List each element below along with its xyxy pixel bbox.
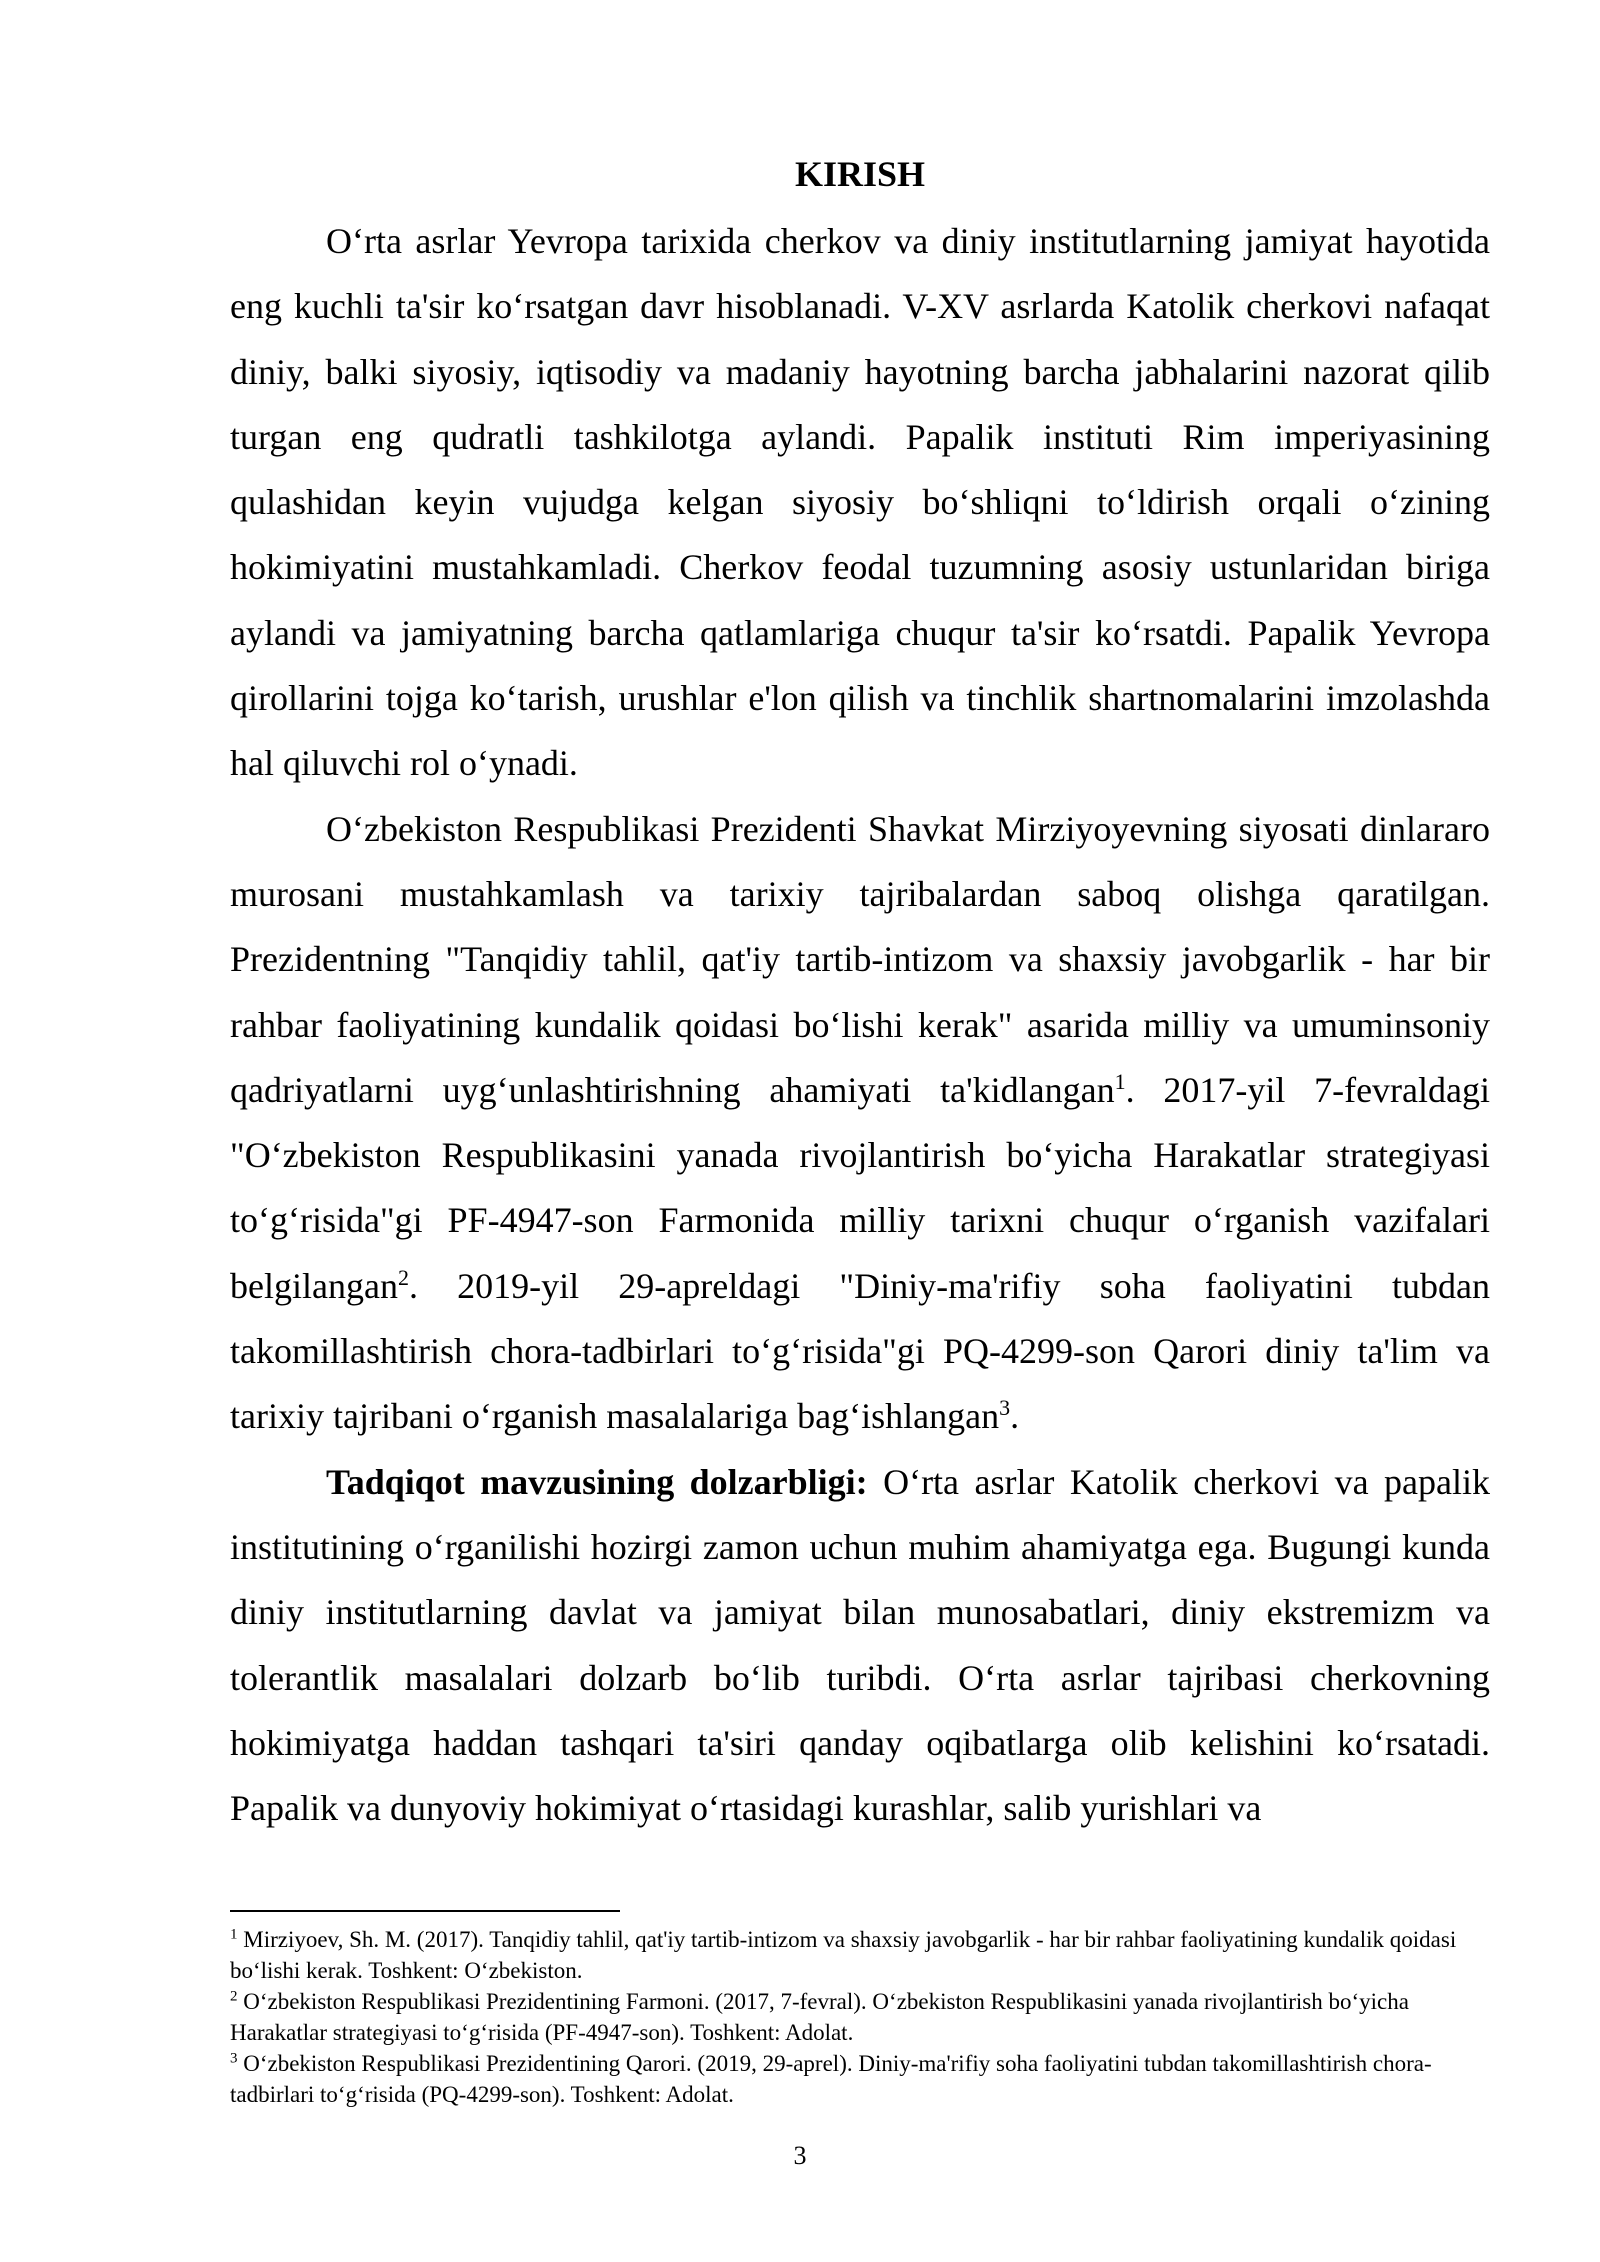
page-number: 3 [793, 2141, 807, 2170]
footnote-number: 3 [230, 2050, 238, 2067]
footnote-number: 2 [230, 1988, 238, 2005]
footnote-text: O‘zbekiston Respublikasi Prezidentining Farmoni. (2017, 7-fevral). O‘zbekiston Respublikasini yanada rivojlantirish bo‘yicha Harakatlar strategiyasi to‘g‘risida (PF-4947-son). Toshkent: Adolat. [230, 1989, 1409, 2045]
page-title: KIRISH [794, 154, 926, 194]
body-text [230, 209, 1490, 1841]
footnote-text: O‘zbekiston Respublikasi Prezidentining Qarori. (2019, 29-aprel). Diniy-ma'rifiy soha faoliyatini tubdan takomillashtirish chora-tadbirlari to‘g‘risida (PQ-4299-son). Toshkent: Adolat. [230, 2051, 1432, 2107]
footnote-ref-1[interactable]: 1 [1114, 1068, 1126, 1094]
paragraph-policy [230, 797, 1490, 1450]
paragraph-policy-text-4: . [1010, 1396, 1020, 1437]
footnote-2 [230, 1986, 1490, 2048]
footnote-3 [230, 2048, 1490, 2110]
footnote-separator [230, 1910, 620, 1912]
paragraph-policy-text-2: . 2017-yil 7-fevraldagi "O‘zbekiston Respublikasini yanada rivojlantirish bo‘yicha Harakatlar strategiyasi to‘g‘risida"gi PF-4947-son Farmonida milliy tarixni chuqur o‘rganish vazifalari belgilangan [230, 1069, 1490, 1306]
paragraph-policy-text-1: O‘zbekiston Respublikasi Prezidenti Shavkat Mirziyoyevning siyosati dinlararo murosani mustahkamlash va tarixiy tajribalardan saboq olishga qaratilgan. Prezidentning "Tanqidiy tahlil, qat'iy tartib-intizom va shaxsiy javobgarlik - har bir rahbar faoliyatining kundalik qoidasi bo‘lishi kerak" asarida milliy va umuminsoniy qadriyatlarni uyg‘unlashtirishning ahamiyati ta'kidlangan [230, 808, 1490, 1110]
footnotes [230, 1924, 1490, 2110]
footnote-ref-2[interactable]: 2 [397, 1264, 409, 1290]
paragraph-relevance [230, 1450, 1490, 1842]
relevance-text: O‘rta asrlar Katolik cherkovi va papalik institutining o‘rganilishi hozirgi zamon uchun muhim ahamiyatga ega. Bugungi kunda diniy institutlarning davlat va jamiyat bilan munosabatlari, diniy ekstremizm va tolerantlik masalalari dolzarb bo‘lib turibdi. O‘rta asrlar tajribasi cherkovning hokimiyatga haddan tashqari ta'siri qanday oqibatlarga olib kelishini ko‘rsatadi. Papalik va dunyoviy hokimiyat o‘rtasidagi kurashlar, salib yurishlari va [230, 1461, 1490, 1829]
paragraph-policy-text-3: . 2019-yil 29-apreldagi "Diniy-ma'rifiy soha faoliyatini tubdan takomillashtirish chora-tadbirlari to‘g‘risida"gi PQ-4299-son Qarori diniy ta'lim va tarixiy tajribani o‘rganish masalalariga bag‘ishlangan [230, 1265, 1490, 1437]
footnote-ref-3[interactable]: 3 [999, 1395, 1011, 1421]
footnote-text: Mirziyoev, Sh. M. (2017). Tanqidiy tahlil, qat'iy tartib-intizom va shaxsiy javobgarlik - har bir rahbar faoliyatining kundalik qoidasi bo‘lishi kerak. Toshkent: O‘zbekiston. [230, 1927, 1457, 1983]
paragraph-intro: O‘rta asrlar Yevropa tarixida cherkov va diniy institutlarning jamiyat hayotida eng kuchli ta'sir ko‘rsatgan davr hisoblanadi. V-XV asrlarda Katolik cherkovi nafaqat diniy, balki siyosiy, iqtisodiy va madaniy hayotning barcha jabhalarini nazorat qilib turgan eng qudratli tashkilotga aylandi. Papalik instituti Rim imperiyasining qulashidan keyin vujudga kelgan siyosiy bo‘shliqni to‘ldirish orqali o‘zining hokimiyatini mustahkamladi. Cherkov feodal tuzumning asosiy ustunlaridan biriga aylandi va jamiyatning barcha qatlamlariga chuqur ta'sir ko‘rsatdi. Papalik Yevropa qirollarini tojga ko‘tarish, urushlar e'lon qilish va tinchlik shartnomalarini imzolashda hal qiluvchi rol o‘ynadi. [230, 221, 1490, 784]
relevance-lead: Tadqiqot mavzusining dolzarbligi: [326, 1461, 868, 1502]
footnote-1 [230, 1924, 1490, 1986]
footnote-number: 1 [230, 1926, 238, 1943]
